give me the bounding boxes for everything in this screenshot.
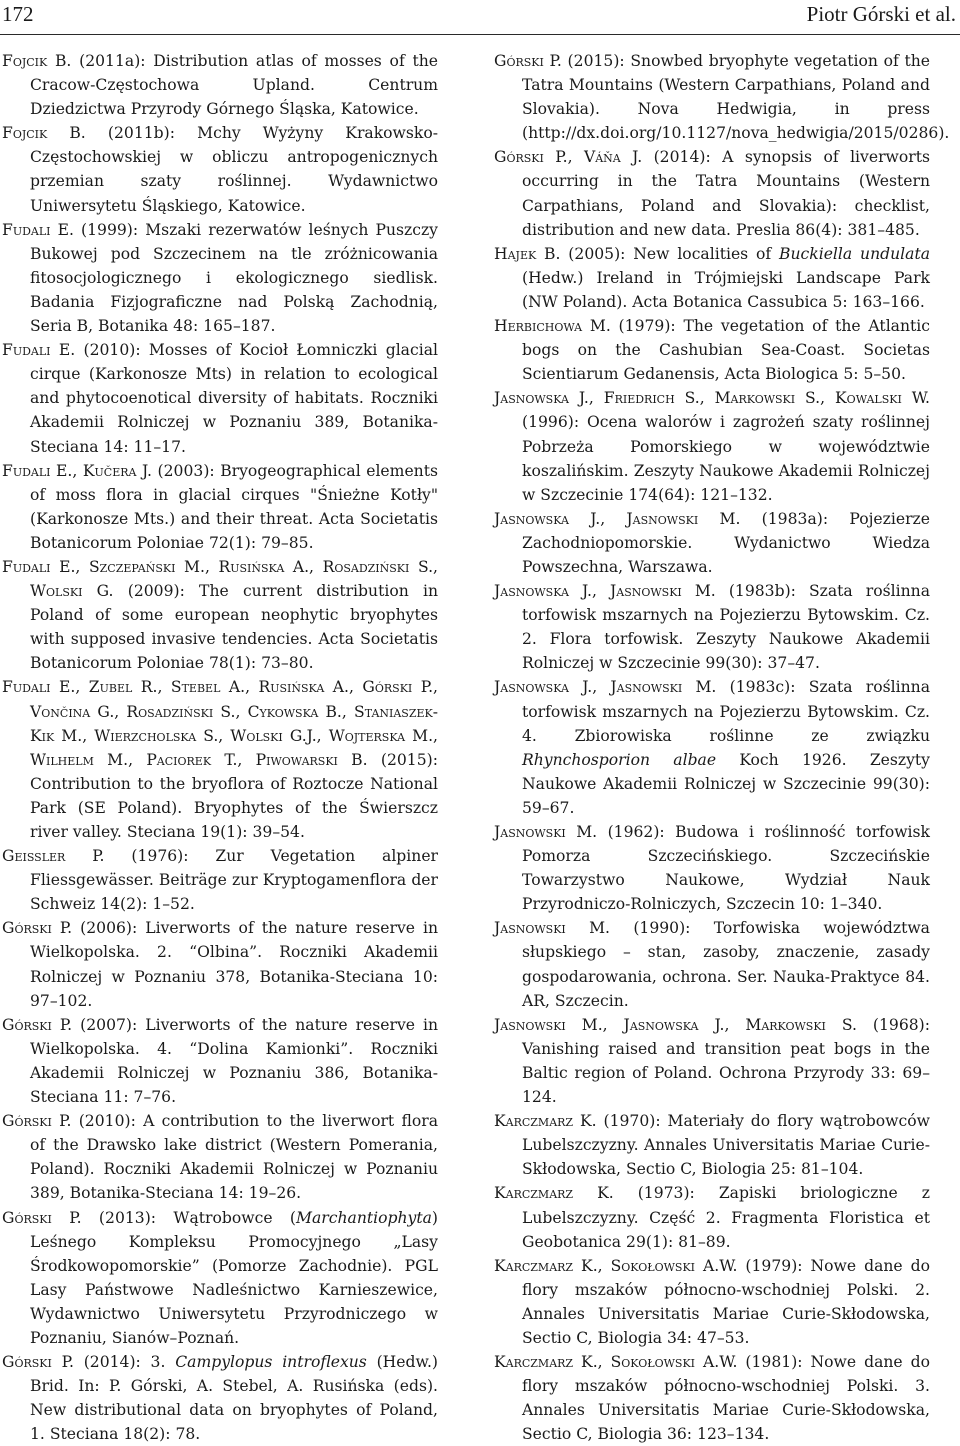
reference-entry	[494, 675, 930, 820]
reference-entry	[2, 916, 438, 1012]
reference-authors: Górski P.	[494, 52, 562, 70]
reference-taxon-name: Campylopus introflexus	[175, 1353, 367, 1372]
reference-text: (1983b): Szata roślinna torfowisk mszarnych na Pojezierzu Bytowskim. Cz. 2. Flora torfowisk. Zeszyty Naukowe Akademii Rolniczej w Szczecinie 99(30): 37–47.	[522, 582, 930, 673]
reference-text: (1981): Nowe dane do flory mszaków północno-wschodniej Polski. 3. Annales Universitatis Mariae Curie-Skłodowska, Sectio C, Biologia 36: 123–134.	[522, 1353, 930, 1444]
reference-text: (2003): Bryogeographical elements of moss flora in glacial cirques "Śnieżne Kotły" (Karkonosze Mts.) and their threat. Acta Societatis Botanicorum Poloniae 72(1): 79–85.	[30, 461, 438, 552]
reference-text: (2011a): Distribution atlas of mosses of the Cracow-Częstochowa Upland. Centrum Dziedzictwa Przyrody Górnego Śląska, Katowice.	[30, 52, 438, 119]
reference-entry	[2, 1109, 438, 1205]
reference-authors: Karczmarz K.	[494, 1112, 597, 1131]
reference-entry	[494, 507, 930, 579]
reference-text: ) Leśnego Kompleksu Promocyjnego „Lasy Środkowopomorskie” (Pomorze Zachodnie). PGL Lasy Państwowe Nadleśnictwo Karnieszewice, Wydawnictwo Uniwersytetu Przyrodniczego w Poznaniu, Sianów–Poznań.	[30, 1208, 438, 1347]
reference-text: Koch 1926. Zeszyty Naukowe Akademii Rolniczej w Szczecinie 99(30): 59–67.	[522, 750, 930, 817]
reference-entry	[494, 1181, 930, 1253]
reference-entry	[2, 675, 438, 844]
reference-entry	[2, 1206, 438, 1351]
reference-authors: Górski P.	[2, 1208, 82, 1227]
reference-text: (Hedw.) Ireland in Trójmiejski Landscape Park (NW Poland). Acta Botanica Cassubica 5: 163–166.	[522, 268, 930, 311]
reference-text: (2015): Contribution to the bryoflora of Roztocze National Park (SE Poland). Bryophytes of the Świerszcz river valley. Steciana 19(1): 39–54.	[30, 750, 438, 841]
references-right-column	[494, 49, 950, 1446]
reference-text: (1990): Torfowiska województwa słupskiego – stan, zasoby, znaczenie, zasady gospodarowania, ochrona. Ser. Nauka-Praktyce 84. AR, Szczecin.	[522, 919, 930, 1010]
reference-text: (1999): Mszaki rezerwatów leśnych Puszczy Bukowej pod Szczecinem na tle zróżnicowania fitosocjologicznego i ekologicznego siedlisk. Badania Fizjograficzne nad Polską Zachodnią, Seria B, Botanika 48: 165–187.	[30, 220, 438, 336]
reference-text: (1979): Nowe dane do flory mszaków północno-wschodniej Polski. 2. Annales Universitatis Mariae Curie-Skłodowska, Sectio C, Biologia 34: 47–53.	[522, 1256, 930, 1347]
reference-authors: Jasnowska J., Friedrich S., Markowski S., Kowalski W.	[494, 389, 930, 408]
reference-authors: Górski P.	[2, 919, 73, 938]
reference-taxon-name: Buckiella undulata	[779, 244, 931, 263]
reference-entry	[494, 242, 930, 314]
reference-text: (2014): A synopsis of liverworts occurring in the Tatra Mountains (Western Carpathians, Poland and Slovakia): checklist, distribution and new data. Preslia 86(4): 381–485.	[522, 148, 930, 239]
reference-text-before: (2005): New localities of	[560, 244, 780, 263]
reference-entry	[494, 1109, 930, 1181]
reference-entry	[494, 820, 930, 916]
reference-text: (2011b): Mchy Wyżyny Krakowsko-Częstochowskiej w obliczu antropogenicznych przemian szaty roślinnej. Wydawnictwo Uniwersytetu Śląskiego, Katowice.	[30, 124, 438, 215]
reference-text: (2010): Mosses of Kocioł Łomniczki glacial cirque (Karkonosze Mts) in relation to ecological and phytocoenotical diversity of habitats. Roczniki Akademii Rolniczej w Poznaniu 389, Botanika-Steciana 14: 11–17.	[30, 341, 438, 456]
page-number: 172	[2, 2, 34, 26]
references-left-column	[2, 49, 438, 1446]
reference-authors: Karczmarz K., Sokołowski A.W.	[494, 1256, 738, 1275]
reference-authors: Górski P., Váňa J.	[494, 148, 643, 167]
reference-text: (1970): Materiały do flory wątrobowców Lubelszczyzny. Annales Universitatis Mariae Curie-Skłodowska, Sectio C, Biologia 25: 81–104.	[522, 1112, 930, 1179]
reference-authors: Jasnowska J., Jasnowski M.	[494, 678, 717, 697]
reference-text-before: (2014): 3.	[73, 1353, 176, 1372]
reference-entry	[494, 386, 930, 506]
reference-text: (1962): Budowa i roślinność torfowisk Pomorza Szczecińskiego. Szczecińskie Towarzystwo Naukowe, Wydział Nauk Przyrodniczo-Rolniczych, Szczecin 10: 1–340.	[522, 823, 930, 914]
reference-entry	[2, 1013, 438, 1109]
reference-authors: Jasnowski M.	[494, 823, 598, 841]
running-head: Piotr Górski et al.	[806, 2, 956, 26]
reference-entry	[2, 338, 438, 458]
reference-authors: Fudali E.	[2, 341, 76, 360]
reference-text: (Hedw.) Brid. In: P. Górski, A. Stebel, A. Rusińska (eds). New distributional data on bryophytes of Poland, 1. Steciana 18(2): 78.	[30, 1353, 439, 1444]
reference-authors: Karczmarz K.	[494, 1184, 614, 1203]
reference-text: (1996): Ocena walorów i zagrożeń szaty roślinnej Pobrzeża Pomorskiego w województwie koszalińskim. Zeszyty Naukowe Akademii Rolniczej w Szczecinie 174(64): 121–132.	[522, 413, 930, 504]
reference-text-before: (2013): Wątrobowce (	[81, 1208, 297, 1227]
reference-entry	[2, 218, 438, 338]
reference-entry	[2, 555, 438, 675]
reference-entry	[2, 844, 438, 916]
reference-authors: Hajek B.	[494, 244, 561, 263]
reference-authors: Fojcik B.	[2, 124, 86, 143]
reference-taxon-name: Rhynchosporion albae	[522, 750, 717, 769]
reference-authors: Jasnowska J., Jasnowski M.	[494, 582, 716, 601]
reference-text: (1983a): Pojezierze Zachodniopomorskie. Wydanictwo Wiedza Powszechna, Warszawa.	[522, 509, 930, 576]
reference-text: (2009): The current distribution in Poland of some european neophytic bryophytes with supposed invasive tendencies. Acta Societatis Botanicorum Poloniae 78(1): 73–80.	[30, 582, 438, 673]
reference-authors: Fojcik B.	[2, 52, 72, 70]
page-header	[0, 0, 960, 35]
reference-authors: Górski P.	[2, 1112, 72, 1131]
reference-authors: Fudali E., Szczepański M., Rusińska A., Rosadziński S., Wolski G.	[2, 557, 438, 601]
reference-text: (2015): Snowbed bryophyte vegetation of the Tatra Mountains (Western Carpathians, Poland and Slovakia). Nova Hedwigia, in press (http://dx.doi.org/10.1127/nova_hedwigia/2015/0286).	[522, 52, 950, 143]
reference-entry	[2, 459, 438, 555]
reference-text: (1968): Vanishing raised and transition peat bogs in the Baltic region of Poland. Ochrona Przyrody 33: 69–124.	[522, 1015, 930, 1107]
reference-authors: Fudali E., Kučera J.	[2, 461, 153, 480]
reference-entry	[494, 916, 930, 1012]
reference-authors: Górski P.	[2, 1015, 73, 1034]
reference-entry	[494, 579, 930, 675]
reference-authors: Górski P.	[2, 1353, 74, 1372]
reference-text: (1973): Zapiski briologiczne z Lubelszczyzny. Część 2. Fragmenta Floristica et Geobotanica 29(1): 81–89.	[522, 1184, 930, 1251]
reference-text: (2010): A contribution to the liverwort flora of the Drawsko lake district (Western Pomerania, Poland). Roczniki Akademii Rolniczej w Poznaniu 389, Botanika-Steciana 14: 19–26.	[30, 1112, 438, 1203]
reference-entry	[2, 121, 438, 217]
reference-text-before: (1983c): Szata roślinna torfowisk mszarnych na Pojezierzu Bytowskim. Cz. 4. Zbiorowiska roślinne ze związku	[522, 678, 930, 745]
reference-authors: Fudali E., Zubel R., Stebel A., Rusińska A., Górski P., Vončina G., Rosadziński S., Cykowska B., Staniaszek-Kik M., Wierzcholska S., Wolski G.J., Wojterska M., Wilhelm M., Paciorek T., Piwowarski B.	[2, 678, 438, 769]
reference-entry	[494, 314, 930, 386]
reference-text: (1979): The vegetation of the Atlantic bogs on the Cashubian Sea-Coast. Societas Scientiarum Gedanensis, Acta Biologica 5: 5–50.	[522, 317, 931, 384]
reference-authors: Jasnowska J., Jasnowski M.	[494, 509, 741, 528]
reference-entry	[2, 49, 438, 121]
reference-entry	[494, 1254, 930, 1350]
reference-authors: Jasnowski M.	[494, 919, 611, 938]
reference-text: (1976): Zur Vegetation alpiner Fliessgewässer. Beiträge zur Kryptogamenflora der Schweiz 14(2): 1–52.	[30, 847, 439, 914]
reference-text: (2006): Liverworts of the nature reserve in Wielkopolska. 2. “Olbina”. Roczniki Akademii Rolniczej w Poznaniu 378, Botanika-Steciana 10: 97–102.	[30, 919, 439, 1010]
reference-entry	[494, 1013, 930, 1109]
reference-authors: Fudali E.	[2, 220, 74, 239]
reference-text: (2007): Liverworts of the nature reserve in Wielkopolska. 4. “Dolina Kamionki”. Roczniki Akademii Rolniczej w Poznaniu 386, Botanika-Steciana 11: 7–76.	[30, 1015, 439, 1107]
reference-authors: Karczmarz K., Sokołowski A.W.	[494, 1353, 738, 1372]
reference-authors: Herbichowa M.	[494, 317, 611, 336]
reference-entry	[494, 145, 930, 241]
reference-authors: Jasnowski M., Jasnowska J., Markowski S.	[494, 1015, 857, 1034]
reference-taxon-name: Marchantiophyta	[296, 1208, 432, 1227]
reference-entry	[494, 49, 950, 145]
reference-authors: Geissler P.	[2, 847, 105, 866]
